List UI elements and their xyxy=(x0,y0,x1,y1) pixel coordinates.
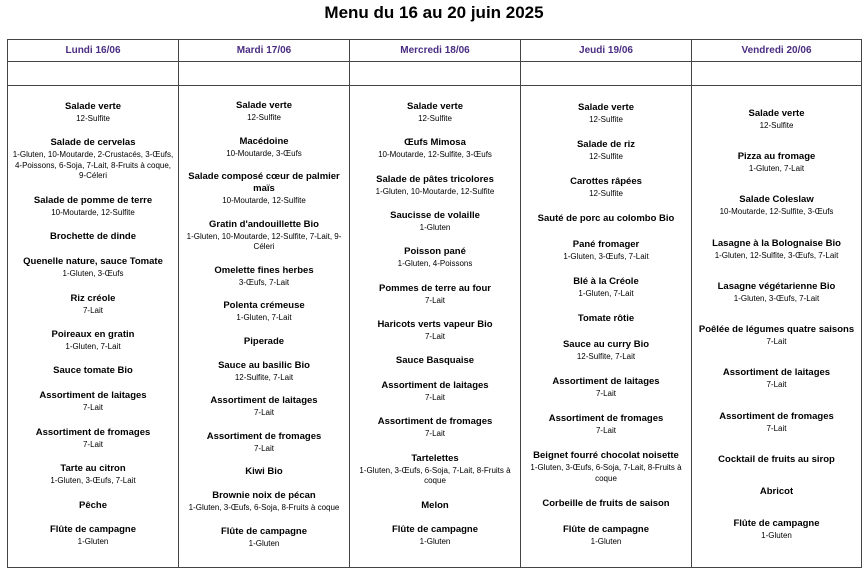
menu-item xyxy=(720,194,834,218)
dish-name: Salade de pâtes tricolores xyxy=(376,173,494,185)
menu-item xyxy=(218,360,310,384)
dish-name: Assortiment de laitages xyxy=(552,376,660,388)
allergen-list: 12-Sulfite xyxy=(759,120,794,130)
menu-item xyxy=(733,518,819,542)
menu-item xyxy=(214,265,313,289)
allergen-list: 12-Sulfite xyxy=(418,113,452,123)
menu-item xyxy=(245,466,282,478)
menu-item xyxy=(723,367,830,391)
blank-row xyxy=(179,62,349,86)
menu-item xyxy=(11,137,175,182)
allergen-list: 10-Moutarde, 12-Sulfite xyxy=(222,196,306,205)
dish-name: Pommes de terre au four xyxy=(379,282,491,294)
menu-item xyxy=(573,276,638,300)
dish-name: Riz créole xyxy=(70,292,116,304)
dish-name: Sauce au basilic Bio xyxy=(218,359,310,371)
dish-name: Carottes râpées xyxy=(570,176,642,188)
dish-name: Quenelle nature, sauce Tomate xyxy=(23,256,163,268)
allergen-list: 7-Lait xyxy=(424,429,445,439)
dish-name: Polenta crémeuse xyxy=(223,300,305,311)
dish-name: Sauce Basquaise xyxy=(395,355,475,367)
day-header: Lundi 16/06 xyxy=(8,40,178,62)
allergen-list: 7-Lait xyxy=(424,295,445,305)
menu-item xyxy=(379,283,491,307)
blank-row xyxy=(521,62,691,86)
allergen-list: 1-Gluten xyxy=(590,536,622,546)
dish-name: Poireaux en gratin xyxy=(51,328,135,340)
menu-item xyxy=(36,427,151,451)
allergen-list: 12-Sulfite xyxy=(589,151,623,161)
menu-item xyxy=(377,319,492,343)
day-column-thursday xyxy=(521,40,692,567)
menu-item xyxy=(50,524,136,548)
menu-item xyxy=(50,463,135,487)
menu-item xyxy=(398,246,473,270)
menu-item xyxy=(563,339,649,363)
dish-list xyxy=(692,86,861,567)
allergen-list: 1-Gluten, 3-Œufs, 7-Lait xyxy=(733,293,820,303)
dish-list xyxy=(8,86,178,567)
menu-item xyxy=(244,336,284,348)
dish-name: Assortiment de fromages xyxy=(548,413,664,425)
menu-item xyxy=(563,524,649,548)
allergen-list: 1-Gluten, 10-Moutarde, 12-Sulfite, 7-Lait, 9-Céleri xyxy=(186,231,342,251)
dish-name: Salade verte xyxy=(236,100,292,111)
menu-item xyxy=(392,524,478,548)
dish-name: Macédoine xyxy=(239,135,289,147)
menu-item xyxy=(207,431,322,455)
dish-name: Gratin d'andouillette Bio xyxy=(209,218,319,230)
allergen-list: 7-Lait xyxy=(82,439,103,449)
dish-name: Sauté de porc au colombo Bio xyxy=(537,213,675,225)
allergen-list: 1-Gluten xyxy=(419,537,451,547)
menu-item xyxy=(378,137,492,161)
allergen-list: 12-Sulfite xyxy=(247,113,281,122)
allergen-list: 1-Gluten xyxy=(419,222,451,232)
dish-name: Salade de riz xyxy=(576,138,636,150)
dish-name: Piperade xyxy=(243,335,285,347)
dish-name: Tomate rôtie xyxy=(577,313,635,325)
menu-item xyxy=(524,450,688,484)
allergen-list: 10-Moutarde, 3-Œufs xyxy=(226,148,302,158)
dish-name: Tartelettes xyxy=(411,452,459,464)
day-header: Jeudi 19/06 xyxy=(521,40,691,62)
dish-name: Salade verte xyxy=(407,100,463,112)
menu-item xyxy=(39,390,146,414)
dish-name: Salade de cervelas xyxy=(50,137,136,149)
dish-name: Flûte de campagne xyxy=(562,523,650,535)
menu-item xyxy=(390,210,480,234)
dish-name: Poêlée de légumes quatre saisons xyxy=(698,324,855,336)
day-header: Mercredi 18/06 xyxy=(350,40,520,62)
dish-name: Œufs Mimosa xyxy=(404,137,466,149)
menu-item xyxy=(719,411,834,435)
menu-table xyxy=(7,39,862,568)
allergen-list: 7-Lait xyxy=(766,423,787,433)
dish-name: Salade composé cœur de palmier maïs xyxy=(188,171,340,194)
day-column-tuesday xyxy=(179,40,350,567)
allergen-list: 1-Gluten, 7-Lait xyxy=(65,341,121,351)
dish-name: Salade de pomme de terre xyxy=(33,194,153,206)
dish-name: Pané fromager xyxy=(572,238,640,250)
allergen-list: 12-Sulfite, 7-Lait xyxy=(234,372,294,382)
menu-item xyxy=(71,293,116,317)
allergen-list: 1-Gluten, 7-Lait xyxy=(748,164,805,174)
menu-item xyxy=(226,136,302,160)
menu-item xyxy=(378,416,493,440)
allergen-list: 7-Lait xyxy=(424,331,445,341)
allergen-list: 12-Sulfite xyxy=(589,114,623,124)
menu-item xyxy=(578,102,634,126)
allergen-list: 7-Lait xyxy=(595,426,616,436)
menu-item xyxy=(182,219,346,253)
allergen-list: 12-Sulfite xyxy=(76,113,110,123)
dish-name: Brownie noix de pécan xyxy=(212,490,316,501)
allergen-list: 10-Moutarde, 12-Sulfite, 3-Œufs xyxy=(719,207,834,217)
menu-item xyxy=(376,174,495,198)
menu-item xyxy=(552,376,659,400)
allergen-list: 12-Sulfite xyxy=(589,189,623,199)
menu-item xyxy=(749,108,805,132)
dish-name: Beignet fourré chocolat noisette xyxy=(533,450,679,462)
menu-item xyxy=(542,498,669,510)
dish-name: Abricot xyxy=(759,485,794,497)
dish-name: Assortiment de fromages xyxy=(377,416,493,428)
dish-name: Salade verte xyxy=(65,100,121,112)
menu-item xyxy=(538,213,675,225)
allergen-list: 10-Moutarde, 12-Sulfite, 3-Œufs xyxy=(378,150,492,160)
blank-row xyxy=(8,62,178,86)
menu-item xyxy=(396,355,474,367)
allergen-list: 7-Lait xyxy=(766,380,787,390)
menu-item xyxy=(563,239,648,263)
allergen-list: 7-Lait xyxy=(82,403,103,413)
page-title: Menu du 16 au 20 juin 2025 xyxy=(324,3,544,22)
dish-name: Kiwi Bio xyxy=(245,466,283,477)
allergen-list: 3-Œufs, 7-Lait xyxy=(238,277,290,287)
dish-name: Salade Coleslaw xyxy=(739,194,814,206)
dish-name: Pizza au fromage xyxy=(737,151,816,163)
menu-item xyxy=(381,380,488,404)
dish-name: Sauce tomate Bio xyxy=(53,365,133,377)
blank-row xyxy=(350,62,520,86)
menu-item xyxy=(221,526,307,550)
allergen-list: 1-Gluten, 7-Lait xyxy=(236,313,292,322)
dish-name: Flûte de campagne xyxy=(733,517,820,529)
allergen-list: 12-Sulfite, 7-Lait xyxy=(576,351,636,361)
dish-name: Flûte de campagne xyxy=(220,525,308,537)
allergen-list: 1-Gluten xyxy=(248,538,280,548)
menu-item xyxy=(223,300,304,324)
dish-name: Sauce au curry Bio xyxy=(562,338,650,350)
dish-name: Cocktail de fruits au sirop xyxy=(718,454,835,466)
menu-item xyxy=(570,176,642,200)
dish-name: Omelette fines herbes xyxy=(214,264,314,276)
dish-name: Haricots verts vapeur Bio xyxy=(377,318,493,330)
allergen-list: 1-Gluten, 3-Œufs, 6-Soja, 7-Lait, 8-Fruits à coque xyxy=(530,463,682,483)
dish-name: Brochette de dinde xyxy=(49,231,137,243)
menu-item xyxy=(34,195,152,219)
menu-item xyxy=(578,313,634,325)
day-header: Vendredi 20/06 xyxy=(692,40,861,62)
allergen-list: 1-Gluten, 3-Œufs, 7-Lait xyxy=(563,251,649,261)
menu-item xyxy=(53,365,133,377)
dish-name: Assortiment de laitages xyxy=(210,395,318,406)
menu-item xyxy=(407,101,463,125)
dish-name: Assortiment de laitages xyxy=(722,367,831,379)
allergen-list: 7-Lait xyxy=(253,408,274,417)
dish-list xyxy=(350,86,520,567)
allergen-list: 1-Gluten, 10-Moutarde, 2-Crustacés, 3-Œufs, 4-Poissons, 6-Soja, 7-Lait, 8-Fruits à coque, 9-Céleri xyxy=(12,150,174,181)
dish-name: Poisson pané xyxy=(404,246,466,258)
menu-item xyxy=(210,395,317,419)
menu-item xyxy=(738,151,816,175)
dish-name: Lasagne à la Bolognaise Bio xyxy=(712,237,841,249)
dish-name: Assortiment de fromages xyxy=(206,430,322,442)
allergen-list: 1-Gluten, 3-Œufs, 6-Soja, 8-Fruits à coque xyxy=(188,503,340,512)
allergen-list: 7-Lait xyxy=(424,393,445,403)
menu-item xyxy=(65,101,121,125)
dish-name: Assortiment de laitages xyxy=(381,380,489,392)
allergen-list: 1-Gluten, 3-Œufs xyxy=(62,269,124,279)
dish-name: Tarte au citron xyxy=(60,463,126,475)
day-column-friday xyxy=(692,40,861,567)
menu-item xyxy=(353,453,517,487)
dish-name: Flûte de campagne xyxy=(391,524,479,536)
menu-item xyxy=(236,100,292,124)
allergen-list: 10-Moutarde, 12-Sulfite xyxy=(51,207,135,217)
dish-name: Salade verte xyxy=(748,107,805,119)
allergen-list: 1-Gluten xyxy=(77,537,109,547)
menu-item xyxy=(182,171,346,207)
menu-item xyxy=(718,281,836,305)
menu-item xyxy=(712,238,841,262)
menu-item xyxy=(189,490,340,514)
day-column-wednesday xyxy=(350,40,521,567)
menu-item xyxy=(760,486,793,498)
allergen-list: 1-Gluten, 7-Lait xyxy=(578,289,634,299)
menu-item xyxy=(52,329,135,353)
menu-item xyxy=(79,500,107,512)
dish-name: Salade verte xyxy=(578,101,634,113)
dish-name: Flûte de campagne xyxy=(49,524,137,536)
menu-item xyxy=(718,454,835,466)
allergen-list: 1-Gluten, 3-Œufs, 7-Lait xyxy=(50,476,136,486)
menu-item xyxy=(421,500,448,512)
dish-name: Pêche xyxy=(79,499,107,511)
allergen-list: 1-Gluten, 4-Poissons xyxy=(397,259,473,269)
dish-list xyxy=(521,86,691,567)
allergen-list: 7-Lait xyxy=(253,443,274,453)
allergen-list: 7-Lait xyxy=(82,305,103,315)
dish-name: Corbeille de fruits de saison xyxy=(542,498,670,510)
dish-list xyxy=(179,86,349,567)
allergen-list: 1-Gluten xyxy=(761,530,792,540)
menu-item xyxy=(549,413,664,437)
allergen-list: 7-Lait xyxy=(595,389,616,399)
dish-name: Assortiment de fromages xyxy=(35,426,151,438)
menu-item xyxy=(50,231,136,243)
dish-name: Lasagne végétarienne Bio xyxy=(717,280,836,292)
day-header: Mardi 17/06 xyxy=(179,40,349,62)
menu-item xyxy=(699,324,854,348)
menu-item xyxy=(23,256,163,280)
blank-row xyxy=(692,62,861,86)
allergen-list: 1-Gluten, 10-Moutarde, 12-Sulfite xyxy=(375,186,495,196)
dish-name: Assortiment de laitages xyxy=(39,390,147,402)
dish-name: Saucisse de volaille xyxy=(390,209,480,221)
day-column-monday xyxy=(8,40,179,567)
dish-name: Blé à la Créole xyxy=(573,276,639,288)
allergen-list: 1-Gluten, 12-Sulfite, 3-Œufs, 7-Lait xyxy=(714,250,839,260)
allergen-list: 7-Lait xyxy=(766,337,787,347)
allergen-list: 1-Gluten, 3-Œufs, 6-Soja, 7-Lait, 8-Fruits à coque xyxy=(359,465,511,486)
dish-name: Melon xyxy=(421,499,449,511)
dish-name: Assortiment de fromages xyxy=(719,410,834,422)
menu-item xyxy=(577,139,635,163)
